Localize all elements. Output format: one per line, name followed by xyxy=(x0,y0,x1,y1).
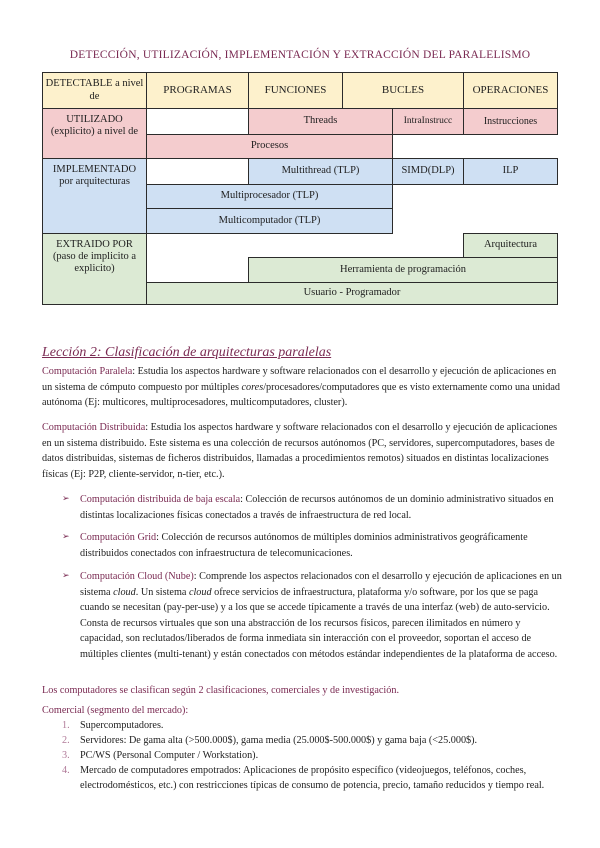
baja-escala-desc: : Colección de recursos autónomos de un dominio administrativo situados en distintas localizaciones físicas conectados a través de infraestructura de red local. xyxy=(80,494,554,521)
distribuida-text: : Estudia los aspectos hardware y software relacionados con el desarrollo y ejecución de aplicaciones en un sistema distribuido. Este sistema es una colección de recursos autónomos (PC, servidores, supercomputadores, bases de datos distribuidas, sistemas de ficheros distribuidos, llamadas a procedimientos remotos) situados en distintas localizaciones físicas (Ej: P2P, cliente-servidor, n-tier, etc.). xyxy=(42,422,558,480)
arrow-bullet-icon: ➢ xyxy=(62,532,70,542)
bullet-grid-text xyxy=(80,530,562,561)
list-text: Servidores: De gama alta (>500.000$), gama media (25.000$-500.000$) y gama baja (<25.000$). xyxy=(80,735,478,746)
commercial-heading: Comercial (segmento del mercado): xyxy=(42,705,189,716)
cloud-italic-1: cloud xyxy=(113,586,136,598)
implementado-ilp: ILP xyxy=(463,158,558,185)
header-row-label xyxy=(42,72,147,109)
list-item xyxy=(62,718,562,733)
list-text: Supercomputadores. xyxy=(80,720,164,731)
extraido-arquitectura: Arquitectura xyxy=(463,233,558,258)
utilizado-label: UTILIZADO (explicito) a nivel de xyxy=(42,108,147,159)
paralela-text-2: /procesadores/computadores que es visto externamente como una unidad autónoma (Ej: multicores, multiprocesadores, multicomputadores, cluster). xyxy=(42,381,560,408)
list-number: 2. xyxy=(62,735,70,746)
list-text: Mercado de computadores empotrados: Aplicaciones de propósito específico (videojuegos, teléfonos, coches, electrodomésticos, etc.) con restricciones típicas de consumo de potencia, precio, tamaño reducidos y tiempo real. xyxy=(80,765,545,791)
term-computacion-paralela: Computación Paralela xyxy=(42,366,133,377)
cloud-text-1: : Comprende los aspectos relacionados con el desarrollo y ejecución de aplicaciones en un sistema xyxy=(80,571,562,598)
implementado-simd: SIMD(DLP) xyxy=(392,158,464,185)
term-grid: Computación Grid xyxy=(80,532,157,543)
extraido-label: EXTRAIDO POR (paso de implicito a explicito) xyxy=(42,233,147,305)
utilizado-procesos: Procesos xyxy=(146,134,393,159)
implementado-empty-cell xyxy=(146,158,249,185)
bullet-baja-escala xyxy=(62,492,562,523)
utilizado-intrainstrucc: IntraInstrucc xyxy=(392,108,464,135)
header-funciones: FUNCIONES xyxy=(248,72,343,109)
arrow-bullet-icon: ➢ xyxy=(62,494,70,504)
bullet-cloud-text xyxy=(80,569,562,662)
bullet-baja-escala-text xyxy=(80,492,562,523)
list-number: 4. xyxy=(62,765,70,776)
header-bucles: BUCLES xyxy=(342,72,464,109)
list-number: 3. xyxy=(62,750,70,761)
paragraph-computacion-distribuida xyxy=(42,420,562,482)
term-baja-escala: Computación distribuida de baja escala xyxy=(80,494,241,505)
page-title: DETECCIÓN, UTILIZACIÓN, IMPLEMENTACIÓN Y EXTRACCIÓN DEL PARALELISMO xyxy=(69,49,531,61)
extraido-usuario: Usuario - Programador xyxy=(146,282,558,305)
arrow-bullet-icon: ➢ xyxy=(62,571,70,581)
extraido-herramienta: Herramienta de programación xyxy=(248,257,558,283)
lesson-title: Lección 2: Clasificación de arquitecturas paralelas xyxy=(42,345,332,360)
implementado-label: IMPLEMENTADO por arquitecturas xyxy=(42,158,147,234)
header-row-label-text: DETECTABLE a nivel de xyxy=(45,78,144,102)
utilizado-threads: Threads xyxy=(248,108,393,135)
term-computacion-distribuida: Computación Distribuida xyxy=(42,422,146,433)
paragraph-computacion-paralela xyxy=(42,364,562,411)
implementado-multicomputador: Multicomputador (TLP) xyxy=(146,208,393,234)
grid-desc: : Colección de recursos autónomos de múltiples dominios administrativos geográficamente distribuidos conectados con infraestructura de telecomunicaciones. xyxy=(80,532,528,559)
commercial-list xyxy=(62,718,562,793)
utilizado-instrucciones: Instrucciones xyxy=(463,108,558,135)
list-item xyxy=(62,733,562,748)
paralela-text-1: : Estudia los aspectos hardware y software relacionados con el desarrollo y ejecución de aplicaciones en un sistema de cómputo compuesto por múltiples xyxy=(42,366,557,393)
paralela-italic-cores: cores xyxy=(241,381,264,393)
list-item xyxy=(62,763,562,793)
term-cloud: Computación Cloud (Nube) xyxy=(80,571,194,582)
header-programas: PROGRAMAS xyxy=(146,72,249,109)
list-text: PC/WS (Personal Computer / Workstation). xyxy=(80,750,259,761)
list-item xyxy=(62,748,562,763)
utilizado-empty-cell xyxy=(146,108,249,135)
list-number: 1. xyxy=(62,720,70,731)
bullet-grid xyxy=(62,530,562,561)
header-operaciones: OPERACIONES xyxy=(463,72,558,109)
bullet-cloud xyxy=(62,569,562,662)
implementado-multithread: Multithread (TLP) xyxy=(248,158,393,185)
implementado-multiprocesador: Multiprocesador (TLP) xyxy=(146,184,393,209)
cloud-text-2: . Un sistema xyxy=(135,586,189,598)
cloud-text-3: ofrece servicios de infraestructura, plataforma y/o software, por los que se paga cuando se necesitan (pay-per-use) y a los que se accede típicamente a través de una interfaz (web) de auto-servicio. Consta de recursos virtuales que son una abstracción de los recursos físicos, parecen ilimitados en número y capacidad, son reclutados/liberados de forma inmediata sin interacción con el proveedor, soportan el acceso de múltiples clientes (multi-tenant) y están conectados con métodos estándar independientes de la plataforma de acceso. xyxy=(80,586,558,660)
cloud-italic-2: cloud xyxy=(188,586,212,598)
classification-intro: Los computadores se clasifican según 2 clasificaciones, comerciales y de investigación. xyxy=(42,685,400,696)
